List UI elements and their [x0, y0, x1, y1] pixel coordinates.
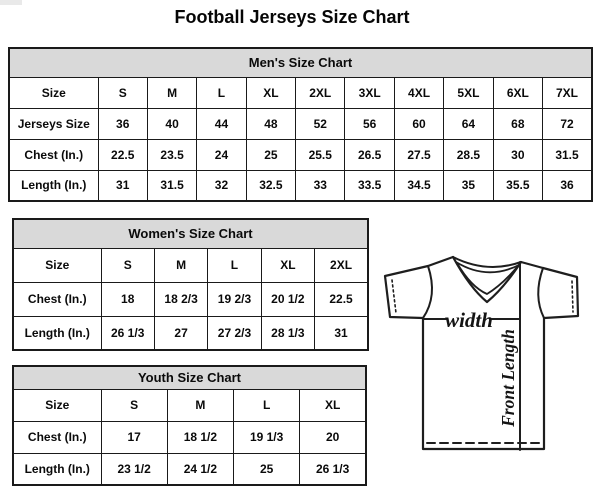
front-length-label: Front Length [498, 329, 518, 427]
collar-v-outer [453, 257, 521, 302]
table-cell: 28.5 [444, 139, 493, 170]
row-label: Size [13, 248, 101, 282]
table-cell: 32.5 [246, 170, 295, 201]
table-cell: 60 [394, 108, 443, 139]
table-cell: 19 1/3 [234, 421, 300, 453]
table-cell: S [98, 77, 147, 108]
table-cell: 30 [493, 139, 542, 170]
table-cell: 23.5 [147, 139, 196, 170]
table-cell: 44 [197, 108, 246, 139]
table-cell: 36 [543, 170, 592, 201]
row-label: Jerseys Size [9, 108, 98, 139]
row-label: Chest (In.) [13, 421, 101, 453]
table-cell: 33.5 [345, 170, 394, 201]
table-cell: 31.5 [543, 139, 592, 170]
page-title: Football Jerseys Size Chart [174, 7, 410, 27]
table-cell: 18 1/2 [167, 421, 233, 453]
table-cell: 4XL [394, 77, 443, 108]
table-cell: 40 [147, 108, 196, 139]
table-cell: 31 [315, 316, 368, 350]
table-cell: 19 2/3 [208, 282, 261, 316]
table-cell: 25 [234, 453, 300, 485]
table-cell: M [167, 389, 233, 421]
width-label: width [445, 308, 493, 332]
table-cell: 17 [101, 421, 167, 453]
table-cell: 5XL [444, 77, 493, 108]
table-cell: 23 1/2 [101, 453, 167, 485]
row-label: Length (In.) [13, 316, 101, 350]
table-cell: 7XL [543, 77, 592, 108]
table-cell: XL [300, 389, 366, 421]
table-cell: 26 1/3 [101, 316, 154, 350]
table-cell: 3XL [345, 77, 394, 108]
table-cell: 2XL [315, 248, 368, 282]
table-cell: 32 [197, 170, 246, 201]
row-label: Chest (In.) [13, 282, 101, 316]
row-label: Chest (In.) [9, 139, 98, 170]
table-cell: 25 [246, 139, 295, 170]
left-cuff-stitch [392, 280, 396, 313]
table-cell: 27 [154, 316, 207, 350]
table-title: Men's Size Chart [9, 48, 592, 77]
table-cell: 18 2/3 [154, 282, 207, 316]
table-cell: S [101, 389, 167, 421]
table-cell: 18 [101, 282, 154, 316]
table-cell: 64 [444, 108, 493, 139]
table-cell: L [234, 389, 300, 421]
table-cell: 27.5 [394, 139, 443, 170]
right-armhole-seam [538, 268, 544, 318]
table-cell: 34.5 [394, 170, 443, 201]
right-cuff-stitch [572, 281, 573, 312]
row-label: Length (In.) [9, 170, 98, 201]
table-cell: 72 [543, 108, 592, 139]
table-cell: 68 [493, 108, 542, 139]
table-cell: XL [261, 248, 314, 282]
table-cell: 26 1/3 [300, 453, 366, 485]
table-cell: 20 [300, 421, 366, 453]
table-cell: 52 [296, 108, 345, 139]
table-cell: 33 [296, 170, 345, 201]
jersey-outline [385, 257, 578, 449]
table-cell: M [154, 248, 207, 282]
row-label: Size [9, 77, 98, 108]
table-cell: 25.5 [296, 139, 345, 170]
table-title: Women's Size Chart [13, 219, 368, 248]
table-cell: 20 1/2 [261, 282, 314, 316]
table-title: Youth Size Chart [13, 366, 366, 389]
table-cell: 26.5 [345, 139, 394, 170]
table-cell: M [147, 77, 196, 108]
table-cell: 2XL [296, 77, 345, 108]
table-cell: S [101, 248, 154, 282]
table-cell: 35 [444, 170, 493, 201]
table-cell: 22.5 [315, 282, 368, 316]
table-cell: 24 [197, 139, 246, 170]
table-cell: 31.5 [147, 170, 196, 201]
table-cell: 36 [98, 108, 147, 139]
table-cell: L [197, 77, 246, 108]
row-label: Size [13, 389, 101, 421]
table-cell: 27 2/3 [208, 316, 261, 350]
table-cell: L [208, 248, 261, 282]
table-cell: 22.5 [98, 139, 147, 170]
left-armhole-seam [423, 266, 432, 318]
table-cell: 28 1/3 [261, 316, 314, 350]
table-cell: 6XL [493, 77, 542, 108]
table-cell: 24 1/2 [167, 453, 233, 485]
row-label: Length (In.) [13, 453, 101, 485]
table-cell: 35.5 [493, 170, 542, 201]
table-cell: 48 [246, 108, 295, 139]
table-cell: 31 [98, 170, 147, 201]
table-cell: 56 [345, 108, 394, 139]
table-cell: XL [246, 77, 295, 108]
